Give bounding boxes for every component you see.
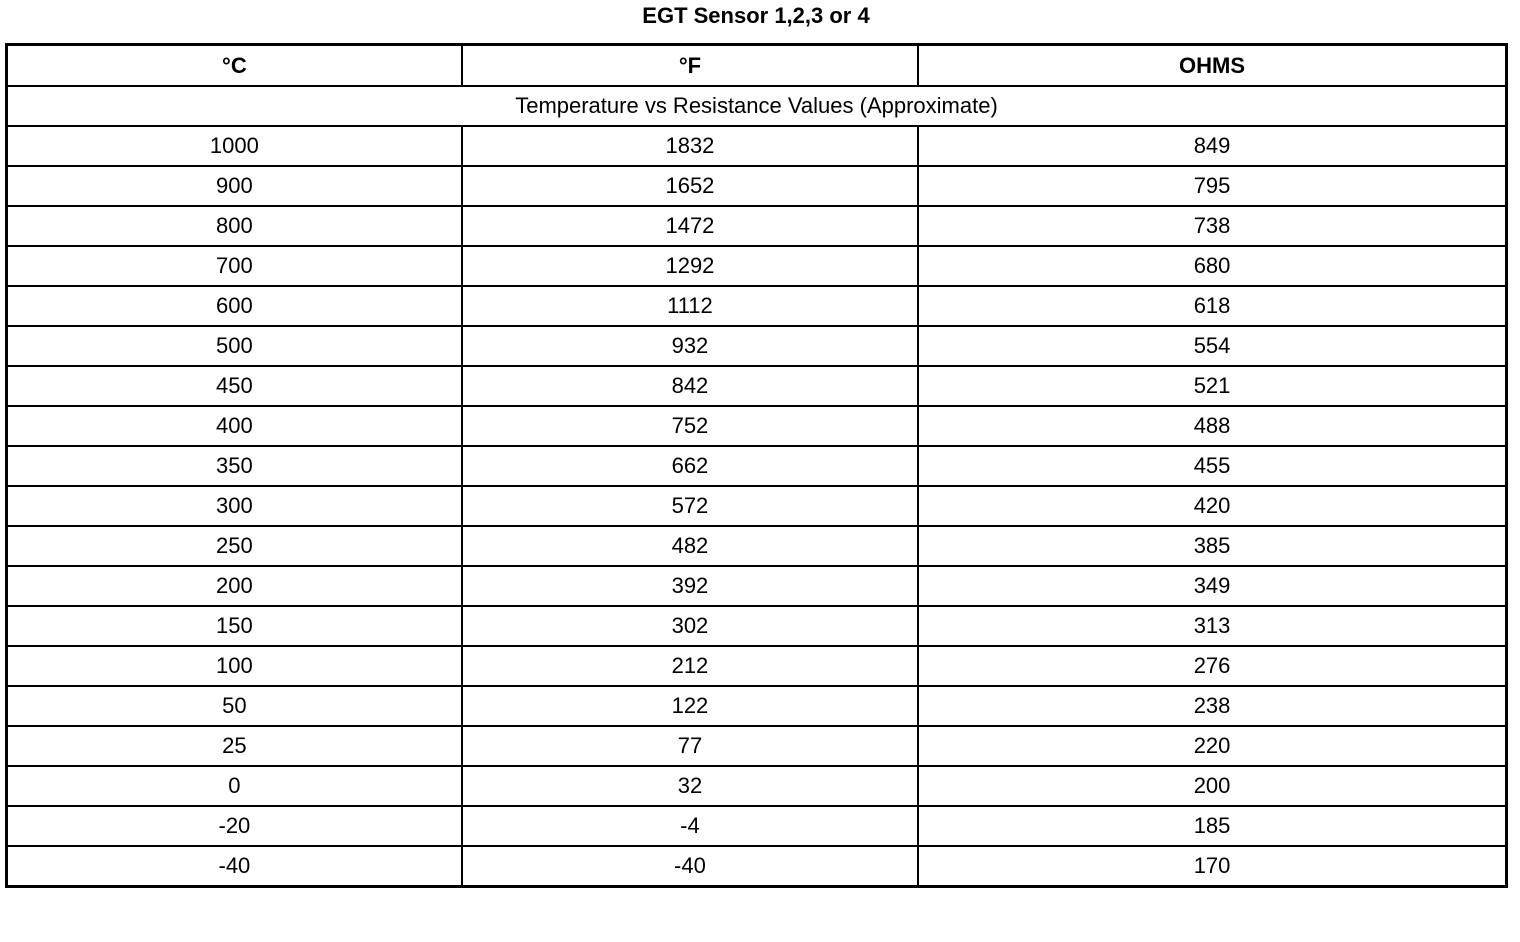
cell-celsius: 500 — [7, 326, 462, 366]
table-row — [7, 406, 1507, 446]
cell-celsius: 800 — [7, 206, 462, 246]
cell-celsius: 400 — [7, 406, 462, 446]
cell-fahrenheit: 662 — [462, 446, 918, 486]
cell-fahrenheit: 1832 — [462, 126, 918, 166]
cell-celsius: 450 — [7, 366, 462, 406]
cell-fahrenheit: 1112 — [462, 286, 918, 326]
header-ohms: OHMS — [918, 45, 1506, 87]
cell-fahrenheit: 842 — [462, 366, 918, 406]
cell-fahrenheit: 302 — [462, 606, 918, 646]
table-subtitle: Temperature vs Resistance Values (Approximate) — [7, 86, 1507, 126]
cell-ohms: 849 — [918, 126, 1506, 166]
cell-fahrenheit: 212 — [462, 646, 918, 686]
table-row — [7, 686, 1507, 726]
table-row — [7, 606, 1507, 646]
cell-celsius: 600 — [7, 286, 462, 326]
cell-ohms: 455 — [918, 446, 1506, 486]
cell-ohms: 554 — [918, 326, 1506, 366]
cell-ohms: 238 — [918, 686, 1506, 726]
table-row — [7, 246, 1507, 286]
cell-ohms: 618 — [918, 286, 1506, 326]
cell-ohms: 680 — [918, 246, 1506, 286]
cell-celsius: 100 — [7, 646, 462, 686]
cell-celsius: 50 — [7, 686, 462, 726]
cell-celsius: 1000 — [7, 126, 462, 166]
cell-ohms: 313 — [918, 606, 1506, 646]
header-row — [7, 45, 1507, 87]
cell-ohms: 220 — [918, 726, 1506, 766]
cell-fahrenheit: 572 — [462, 486, 918, 526]
cell-fahrenheit: 32 — [462, 766, 918, 806]
cell-celsius: 150 — [7, 606, 462, 646]
cell-celsius: 350 — [7, 446, 462, 486]
cell-fahrenheit: 1292 — [462, 246, 918, 286]
cell-ohms: 420 — [918, 486, 1506, 526]
cell-fahrenheit: 1652 — [462, 166, 918, 206]
table-row — [7, 806, 1507, 846]
table-row — [7, 166, 1507, 206]
temperature-resistance-table — [5, 43, 1508, 888]
cell-ohms: 385 — [918, 526, 1506, 566]
cell-celsius: 700 — [7, 246, 462, 286]
cell-fahrenheit: 1472 — [462, 206, 918, 246]
table-row — [7, 286, 1507, 326]
cell-fahrenheit: 122 — [462, 686, 918, 726]
table-row — [7, 526, 1507, 566]
cell-ohms: 795 — [918, 166, 1506, 206]
cell-fahrenheit: 932 — [462, 326, 918, 366]
table-row — [7, 366, 1507, 406]
cell-fahrenheit: -40 — [462, 846, 918, 887]
cell-fahrenheit: 482 — [462, 526, 918, 566]
cell-fahrenheit: 752 — [462, 406, 918, 446]
table-row — [7, 326, 1507, 366]
cell-celsius: 200 — [7, 566, 462, 606]
cell-celsius: 300 — [7, 486, 462, 526]
table-row — [7, 446, 1507, 486]
table-row — [7, 766, 1507, 806]
table-title: EGT Sensor 1,2,3 or 4 — [642, 3, 870, 28]
header-fahrenheit: °F — [462, 45, 918, 87]
cell-fahrenheit: 392 — [462, 566, 918, 606]
cell-ohms: 276 — [918, 646, 1506, 686]
cell-celsius: 25 — [7, 726, 462, 766]
cell-celsius: 900 — [7, 166, 462, 206]
table-row — [7, 126, 1507, 166]
table-row — [7, 566, 1507, 606]
header-celsius: °C — [7, 45, 462, 87]
table-row — [7, 646, 1507, 686]
cell-ohms: 185 — [918, 806, 1506, 846]
table-body — [7, 86, 1507, 887]
table-row — [7, 486, 1507, 526]
subtitle-row — [7, 86, 1507, 126]
cell-ohms: 738 — [918, 206, 1506, 246]
cell-fahrenheit: 77 — [462, 726, 918, 766]
cell-ohms: 349 — [918, 566, 1506, 606]
table-row — [7, 846, 1507, 887]
cell-ohms: 200 — [918, 766, 1506, 806]
cell-celsius: 0 — [7, 766, 462, 806]
cell-ohms: 170 — [918, 846, 1506, 887]
cell-celsius: -20 — [7, 806, 462, 846]
cell-fahrenheit: -4 — [462, 806, 918, 846]
table-row — [7, 726, 1507, 766]
cell-celsius: -40 — [7, 846, 462, 887]
table-row — [7, 206, 1507, 246]
cell-ohms: 521 — [918, 366, 1506, 406]
cell-celsius: 250 — [7, 526, 462, 566]
cell-ohms: 488 — [918, 406, 1506, 446]
